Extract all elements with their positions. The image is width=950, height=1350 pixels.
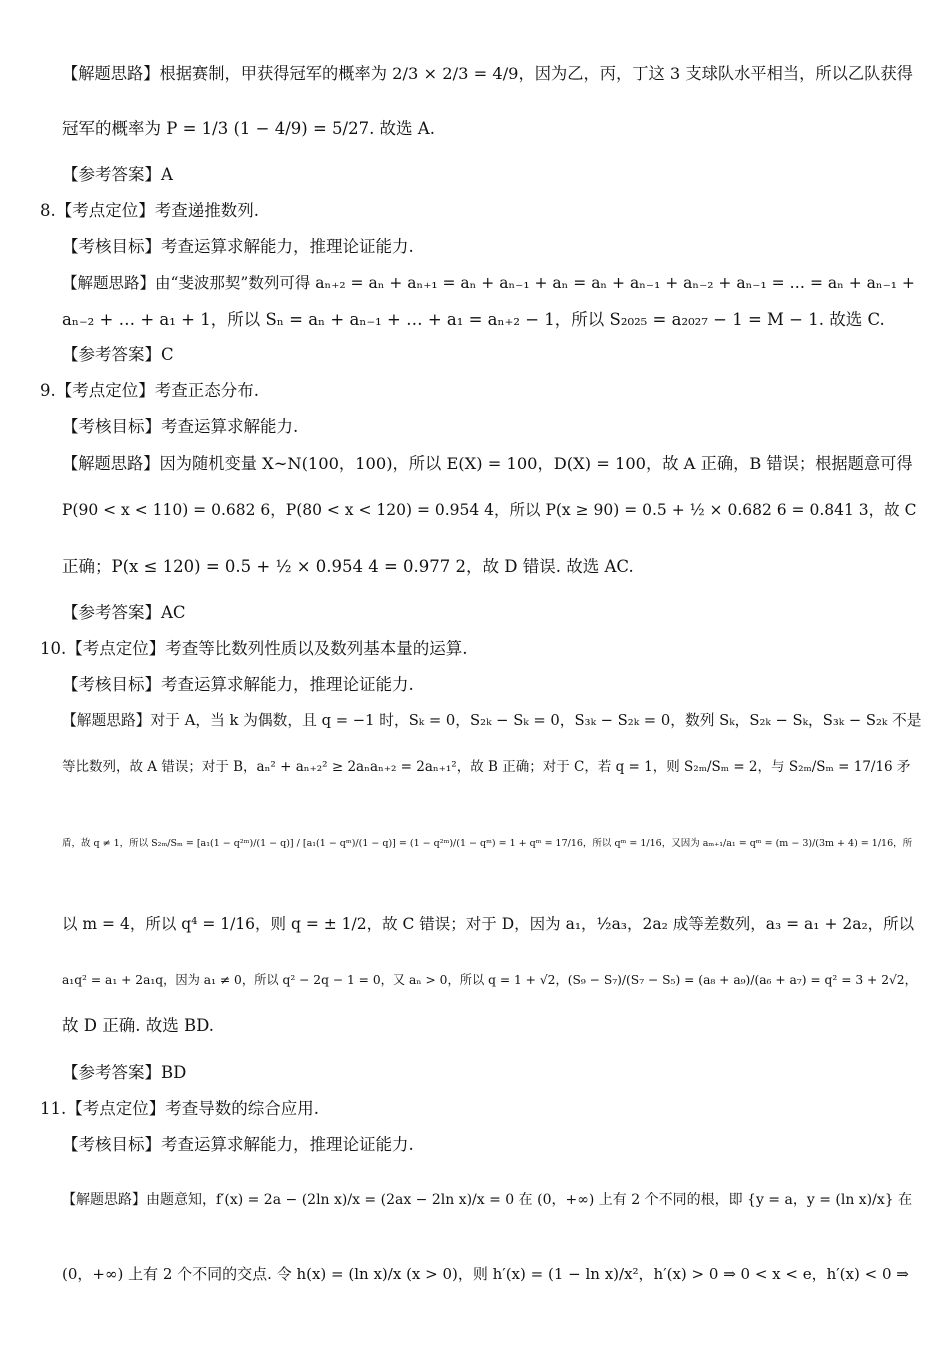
text-line-1: 【解题思路】根据赛制，甲获得冠军的概率为 2/3 × 2/3 = 4/9，因为乙，丙，丁这 3 支球队水平相当，所以乙队获得 bbox=[62, 64, 913, 83]
text-line-2: 冠军的概率为 P = 1/3 (1 − 4/9) = 5/27. 故选 A. bbox=[62, 119, 435, 138]
text-line-24: 11.【考点定位】考查导数的综合应用. bbox=[40, 1099, 319, 1118]
text-line-5: 【考核目标】考查运算求解能力，推理论证能力. bbox=[62, 237, 414, 256]
text-line-11: 【解题思路】因为随机变量 X∼N(100，100)，所以 E(X) = 100，D(X) = 100，故 A 正确，B 错误；根据题意可得 bbox=[62, 454, 913, 473]
text-line-22: 故 D 正确. 故选 BD. bbox=[62, 1016, 214, 1035]
text-line-14: 【参考答案】AC bbox=[62, 603, 186, 622]
text-line-12: P(90 < x < 110) = 0.682 6，P(80 < x < 120) = 0.954 4，所以 P(x ≥ 90) = 0.5 + ½ × 0.682 6 = 0.841 3，故 C bbox=[62, 501, 917, 519]
text-line-6: 【解题思路】由“斐波那契”数列可得 aₙ₊₂ = aₙ + aₙ₊₁ = aₙ + aₙ₋₁ + aₙ = aₙ + aₙ₋₁ + aₙ₋₂ + aₙ₋₁ = … = aₙ + aₙ₋₁ + bbox=[62, 274, 915, 292]
text-line-4: 8.【考点定位】考查递推数列. bbox=[40, 201, 259, 220]
text-line-20: 以 m = 4，所以 q⁴ = 1/16，则 q = ± 1/2，故 C 错误；对于 D，因为 a₁，½a₃，2a₂ 成等差数列，a₃ = a₁ + 2a₂，所以 bbox=[62, 915, 915, 933]
text-line-21: a₁q² = a₁ + 2a₁q，因为 a₁ ≠ 0，所以 q² − 2q − 1 = 0，又 aₙ > 0，所以 q = 1 + √2，(S₉ − S₇)/(S₇ − S₅) = (a₈ + a₉)/(a₆ + a₇) = q² = 3 + 2√2， bbox=[62, 973, 917, 987]
text-line-17: 【解题思路】对于 A，当 k 为偶数，且 q = −1 时，Sₖ = 0，S₂ₖ − Sₖ = 0，S₃ₖ − S₂ₖ = 0，数列 Sₖ，S₂ₖ − Sₖ，S₃ₖ − S₂ₖ 不是 bbox=[62, 712, 922, 729]
text-line-15: 10.【考点定位】考查等比数列性质以及数列基本量的运算. bbox=[40, 639, 468, 658]
text-line-7: aₙ₋₂ + … + a₁ + 1，所以 Sₙ = aₙ + aₙ₋₁ + … + a₁ = aₙ₊₂ − 1，所以 S₂₀₂₅ = a₂₀₂₇ − 1 = M − 1. 故选 C. bbox=[62, 310, 885, 329]
text-line-26: 【解题思路】由题意知，f′(x) = 2a − (2ln x)/x = (2ax − 2ln x)/x = 0 在 (0，+∞) 上有 2 个不同的根，即 {y = a，y = (ln x)/x} 在 bbox=[62, 1192, 913, 1208]
text-line-23: 【参考答案】BD bbox=[62, 1063, 187, 1082]
text-line-25: 【考核目标】考查运算求解能力，推理论证能力. bbox=[62, 1135, 414, 1154]
text-line-8: 【参考答案】C bbox=[62, 345, 174, 364]
text-line-27: (0，+∞) 上有 2 个不同的交点. 令 h(x) = (ln x)/x (x > 0)，则 h′(x) = (1 − ln x)/x²，h′(x) > 0 ⇒ 0 < x < e，h′(x) < 0 ⇒ bbox=[62, 1265, 909, 1283]
text-line-13: 正确；P(x ≤ 120) = 0.5 + ½ × 0.954 4 = 0.977 2，故 D 错误. 故选 AC. bbox=[62, 557, 634, 576]
text-line-9: 9.【考点定位】考查正态分布. bbox=[40, 381, 259, 400]
text-line-18: 等比数列，故 A 错误；对于 B，aₙ² + aₙ₊₂² ≥ 2aₙaₙ₊₂ = 2aₙ₊₁²，故 B 正确；对于 C，若 q = 1，则 S₂ₘ/Sₘ = 2，与 S₂ₘ/Sₘ = 17/16 矛 bbox=[62, 759, 911, 775]
text-line-19: 盾，故 q ≠ 1，所以 S₂ₘ/Sₘ = [a₁(1 − q²ᵐ)/(1 − q)] / [a₁(1 − qᵐ)/(1 − q)] = (1 − q²ᵐ)/(1 − qᵐ) = 1 + qᵐ = 17/16，所以 qᵐ = 1/16，又因为 aₘ₊₁/a₁ = qᵐ = (m − 3)/(3m + 4) = 1/16，所 bbox=[62, 838, 913, 849]
text-line-16: 【考核目标】考查运算求解能力，推理论证能力. bbox=[62, 675, 414, 694]
text-line-3: 【参考答案】A bbox=[62, 165, 173, 184]
text-line-10: 【考核目标】考查运算求解能力. bbox=[62, 417, 299, 436]
